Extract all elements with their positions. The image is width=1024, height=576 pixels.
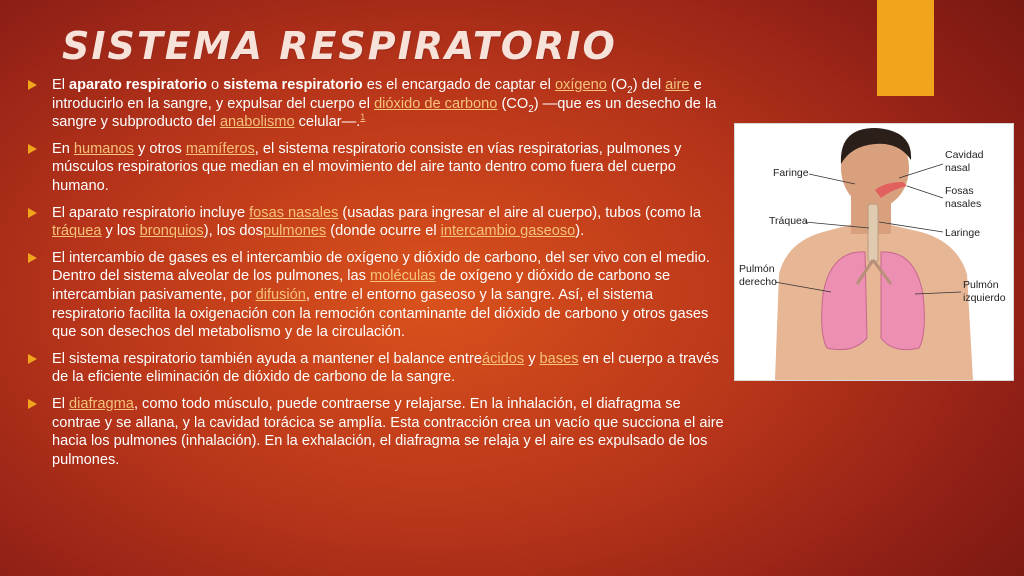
label-cavidad-nasal-2: nasal — [945, 162, 971, 174]
link-bases[interactable]: bases — [539, 350, 579, 367]
label-cavidad-nasal-1: Cavidad — [945, 149, 984, 161]
link-diafragma[interactable]: diafragma — [69, 395, 134, 412]
bullet-arrow-icon — [28, 249, 52, 267]
label-fosas-nasales-1: Fosas — [945, 185, 974, 197]
link-anabolismo[interactable]: anabolismo — [219, 114, 295, 131]
link-traquea[interactable]: tráquea — [52, 223, 102, 240]
slide-title: SISTEMA RESPIRATORIO — [62, 24, 617, 68]
label-pulmon-derecho-2: derecho — [739, 276, 777, 288]
bullet-arrow-icon — [28, 204, 52, 222]
label-pulmon-derecho-1: Pulmón — [739, 263, 775, 275]
bullet-gas-exchange — [28, 249, 728, 342]
bullet-arrow-icon — [28, 140, 52, 158]
bullet-ph-balance — [28, 350, 728, 387]
link-intercambio-gaseoso[interactable]: intercambio gaseoso — [440, 223, 576, 240]
bullet-arrow-icon — [28, 395, 52, 413]
bullet-text: El aparato respiratorio o sistema respiratorio es el encargado de captar el oxígeno $(O_2)$ del aire e introducirlo en la sangre, y expulsar del cuerpo el dióxido de carbono $(CO_2)$ —que es un desecho de la sangre y subproducto del anabolismo celular—.$^1$ — [52, 77, 717, 131]
label-traquea: Tráquea — [769, 215, 808, 227]
bullet-parts — [28, 204, 728, 241]
respiratory-system-figure — [734, 123, 1014, 381]
anatomy-illustration — [735, 124, 1013, 380]
link-mamiferos[interactable]: mamíferos — [185, 140, 255, 157]
label-pulmon-izquierdo-2: izquierdo — [963, 292, 1006, 304]
link-bronquios[interactable]: bronquios — [139, 223, 204, 240]
bullet-arrow-icon — [28, 350, 52, 368]
label-faringe: Faringe — [773, 167, 809, 179]
label-pulmon-izquierdo-1: Pulmón — [963, 279, 999, 291]
label-laringe: Laringe — [945, 227, 981, 239]
bullet-diaphragm — [28, 395, 728, 469]
link-pulmones[interactable]: pulmones — [262, 223, 327, 240]
bullet-composition — [28, 140, 728, 196]
bullet-text: El intercambio de gases es el intercambio de oxígeno y dióxido de carbono, del ser vivo con el medio. Dentro del sistema alveolar de los pulmones, las moléculas de oxígeno y dióxido de carbono se intercambian pasivamente, por difusión, entre el entorno gaseoso y la sangre. Así, el sistema respiratorio facilita la oxigenación con la remoción contaminante del dióxido de carbono y otros gases que son desechos del metabolismo y de la circulación. — [52, 249, 710, 341]
link-oxigeno[interactable]: oxígeno — [554, 77, 607, 93]
accent-bar — [877, 0, 934, 96]
bullet-list — [28, 76, 728, 477]
link-acidos[interactable]: ácidos — [481, 350, 525, 367]
link-aire[interactable]: aire — [665, 77, 690, 93]
label-fosas-nasales-2: nasales — [945, 198, 982, 210]
link-fosas-nasales[interactable]: fosas nasales — [249, 204, 339, 221]
bullet-text: En humanos y otros mamíferos, el sistema respiratorio consiste en vías respiratorias, pulmones y músculos respiratorios que median en el movimiento del aire tanto dentro como fuera del cuerpo humano. — [52, 140, 682, 194]
bullet-text: El sistema respiratorio también ayuda a mantener el balance entreácidos y bases en el cuerpo a través de la eficiente eliminación de dióxido de carbono de la sangre. — [52, 350, 719, 386]
link-dioxido-de-carbono[interactable]: dióxido de carbono — [374, 95, 498, 112]
trachea-shape — [868, 204, 878, 262]
bullet-definition — [28, 76, 728, 132]
bullet-arrow-icon — [28, 76, 52, 94]
link-difusion[interactable]: difusión — [255, 286, 306, 303]
bullet-text: El aparato respiratorio incluye fosas nasales (usadas para ingresar el aire al cuerpo), tubos (como la tráquea y los bronquios), los dospulmones (donde ocurre el intercambio gaseoso). — [52, 204, 701, 240]
link-humanos[interactable]: humanos — [73, 140, 134, 157]
footnote-link[interactable]: 1 — [360, 112, 366, 123]
link-moleculas[interactable]: moléculas — [369, 268, 436, 285]
bullet-text: El diafragma, como todo músculo, puede contraerse y relajarse. En la inhalación, el diafragma se contrae y se allana, y la cavidad torácica se amplía. Esta contracción crea un vacío que succiona el aire hacia los pulmones (inhalación). En la exhalación, el diafragma se relaja y el aire es expulsado de los pulmones. — [52, 395, 724, 468]
